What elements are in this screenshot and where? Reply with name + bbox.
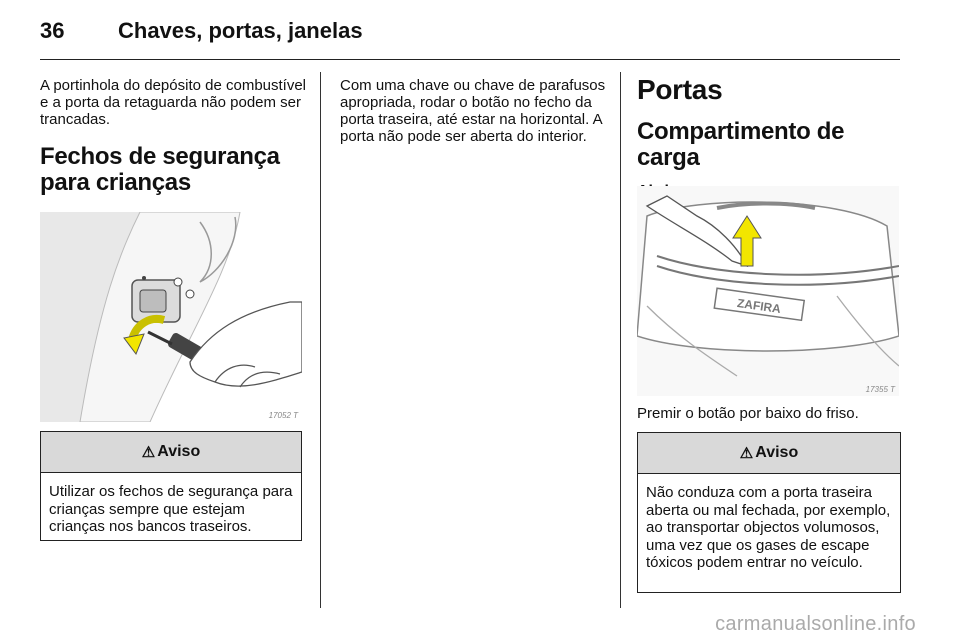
column-divider-1	[320, 72, 321, 608]
child-lock-heading: Fechos de segurança para crianças	[40, 143, 280, 196]
caption-wrap	[637, 405, 907, 422]
column-1	[40, 77, 310, 196]
page-title: Chaves, portas, janelas	[118, 18, 363, 43]
child-lock-illustration	[40, 212, 302, 422]
page-number: 36	[40, 18, 65, 43]
page-header	[40, 18, 900, 58]
header-divider	[40, 59, 900, 60]
warning-box-child-lock	[40, 431, 302, 541]
figure-code: 17052 T	[268, 411, 298, 420]
intro-paragraph: A portinhola do depósito de combustível e a porta da retaguarda não podem ser trancadas.	[40, 77, 307, 128]
warning-icon: ⚠	[141, 444, 156, 461]
warning-box-tailgate	[637, 432, 901, 593]
warning-header	[41, 432, 301, 473]
cargo-heading: Compartimento de carga	[637, 118, 845, 171]
doors-heading: Portas	[637, 74, 723, 105]
tailgate-figure	[637, 186, 899, 396]
warning-header	[638, 433, 900, 474]
watermark: carmanualsonline.info	[715, 613, 916, 635]
warning-title: Aviso	[157, 443, 201, 460]
instruction-paragraph: Com uma chave ou chave de parafusos apropriada, rodar o botão no fecho da porta traseira, até estar na horizontal. A porta não pode ser aberta do interior.	[340, 77, 606, 145]
warning-text: Utilizar os fechos de segurança para crianças sempre que estejam crianças nos bancos traseiros.	[49, 483, 293, 535]
column-3	[637, 75, 907, 201]
warning-icon: ⚠	[739, 445, 754, 462]
tailgate-illustration	[637, 186, 899, 396]
child-lock-figure	[40, 212, 302, 422]
tailgate-caption: Premir o botão por baixo do friso.	[637, 405, 859, 422]
plate-text: ZAFIRA	[736, 296, 782, 316]
warning-title: Aviso	[755, 444, 799, 461]
column-divider-2	[620, 72, 621, 608]
warning-text: Não conduza com a porta traseira aberta ou mal fechada, por exemplo, ao transportar objectos volumosos, uma vez que os gases de escape tóxicos podem entrar no veículo.	[646, 484, 891, 571]
figure-code: 17355 T	[865, 385, 895, 394]
column-2	[340, 77, 606, 145]
